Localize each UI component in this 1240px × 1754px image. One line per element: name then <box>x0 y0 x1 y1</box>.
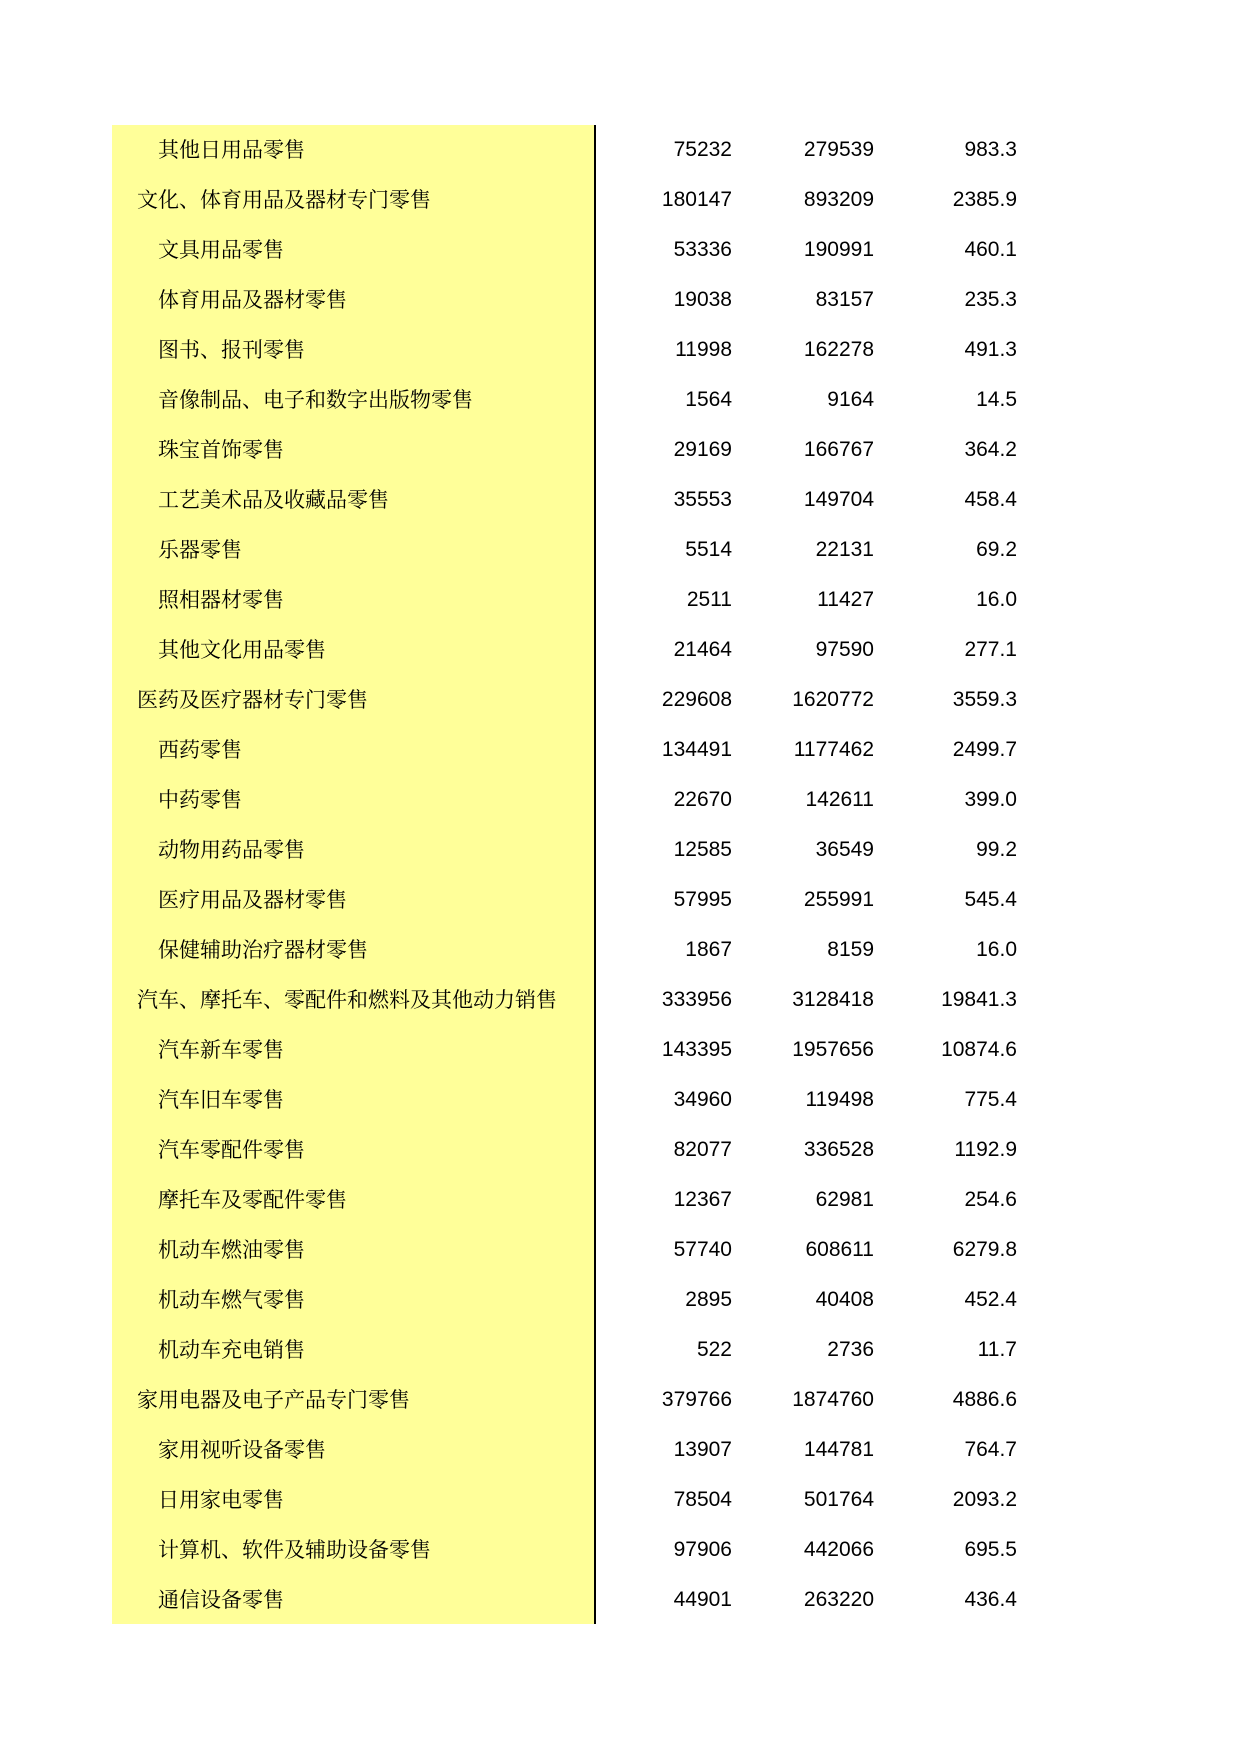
value-cell-col-1: 11998 <box>675 338 732 361</box>
subcategory-label: 动物用药品零售 <box>158 838 305 862</box>
subcategory-label: 中药零售 <box>158 788 242 812</box>
table-row <box>0 125 1240 175</box>
value-cell-col-3: 16.0 <box>976 588 1017 611</box>
subcategory-label: 工艺美术品及收藏品零售 <box>158 488 389 512</box>
value-cell-col-2: 263220 <box>803 1588 874 1611</box>
subcategory-label: 其他日用品零售 <box>158 138 305 162</box>
value-cell-col-2: 166767 <box>803 438 874 461</box>
table-row <box>0 925 1240 975</box>
category-label: 家用电器及电子产品专门零售 <box>137 1388 410 1412</box>
table-row <box>0 825 1240 875</box>
value-cell-col-3: 1192.9 <box>954 1138 1017 1161</box>
value-cell-col-2: 8159 <box>827 938 874 961</box>
table-row <box>0 1275 1240 1325</box>
value-cell-col-1: 143395 <box>661 1038 732 1061</box>
subcategory-label: 乐器零售 <box>158 538 242 562</box>
value-cell-col-1: 82077 <box>673 1138 732 1161</box>
subcategory-label: 计算机、软件及辅助设备零售 <box>158 1538 431 1562</box>
table-row <box>0 1425 1240 1475</box>
value-cell-col-1: 19038 <box>673 288 732 311</box>
value-cell-col-2: 22131 <box>815 538 874 561</box>
table-row <box>0 525 1240 575</box>
value-cell-col-3: 491.3 <box>964 338 1017 361</box>
value-cell-col-2: 97590 <box>815 638 874 661</box>
subcategory-label: 汽车新车零售 <box>158 1038 284 1062</box>
category-label: 汽车、摩托车、零配件和燃料及其他动力销售 <box>137 988 557 1012</box>
value-cell-col-1: 78504 <box>673 1488 732 1511</box>
value-cell-col-2: 1957656 <box>792 1038 874 1061</box>
subcategory-label: 汽车零配件零售 <box>158 1138 305 1162</box>
subcategory-label: 摩托车及零配件零售 <box>158 1188 347 1212</box>
value-cell-col-1: 34960 <box>673 1088 732 1111</box>
subcategory-label: 西药零售 <box>158 738 242 762</box>
value-cell-col-2: 1620772 <box>792 688 874 711</box>
value-cell-col-1: 379766 <box>661 1388 732 1411</box>
table-row <box>0 625 1240 675</box>
table-row <box>0 975 1240 1025</box>
table-row <box>0 1125 1240 1175</box>
value-cell-col-3: 4886.6 <box>952 1388 1017 1411</box>
value-cell-col-2: 119498 <box>805 1088 874 1111</box>
data-table <box>0 125 1240 1625</box>
subcategory-label: 体育用品及器材零售 <box>158 288 347 312</box>
table-row <box>0 1525 1240 1575</box>
value-cell-col-3: 6279.8 <box>952 1238 1017 1261</box>
value-cell-col-1: 229608 <box>661 688 732 711</box>
value-cell-col-2: 40408 <box>815 1288 874 1311</box>
category-label: 医药及医疗器材专门零售 <box>137 688 368 712</box>
subcategory-label: 汽车旧车零售 <box>158 1088 284 1112</box>
value-cell-col-1: 2895 <box>685 1288 732 1311</box>
value-cell-col-2: 149704 <box>803 488 874 511</box>
table-row <box>0 425 1240 475</box>
value-cell-col-1: 1867 <box>685 938 732 961</box>
table-row <box>0 675 1240 725</box>
value-cell-col-1: 2511 <box>686 588 732 611</box>
value-cell-col-3: 3559.3 <box>952 688 1017 711</box>
value-cell-col-3: 19841.3 <box>941 988 1017 1011</box>
value-cell-col-2: 893209 <box>803 188 874 211</box>
table-row <box>0 1375 1240 1425</box>
value-cell-col-1: 134491 <box>661 738 732 761</box>
table-row <box>0 1575 1240 1625</box>
subcategory-label: 家用视听设备零售 <box>158 1438 326 1462</box>
table-row <box>0 175 1240 225</box>
table-row <box>0 1325 1240 1375</box>
table-row <box>0 575 1240 625</box>
table-row <box>0 875 1240 925</box>
subcategory-label: 医疗用品及器材零售 <box>158 888 347 912</box>
value-cell-col-2: 442066 <box>803 1538 874 1561</box>
value-cell-col-1: 22670 <box>673 788 732 811</box>
value-cell-col-2: 501764 <box>803 1488 874 1511</box>
value-cell-col-2: 1177462 <box>793 738 874 761</box>
subcategory-label: 日用家电零售 <box>158 1488 284 1512</box>
value-cell-col-2: 255991 <box>803 888 874 911</box>
table-row <box>0 475 1240 525</box>
value-cell-col-1: 57740 <box>673 1238 732 1261</box>
subcategory-label: 珠宝首饰零售 <box>158 438 284 462</box>
value-cell-col-1: 5514 <box>685 538 732 561</box>
value-cell-col-3: 10874.6 <box>941 1038 1017 1061</box>
subcategory-label: 保健辅助治疗器材零售 <box>158 938 368 962</box>
subcategory-label: 其他文化用品零售 <box>158 638 326 662</box>
subcategory-label: 文具用品零售 <box>158 238 284 262</box>
value-cell-col-1: 53336 <box>673 238 732 261</box>
value-cell-col-2: 1874760 <box>792 1388 874 1411</box>
value-cell-col-1: 44901 <box>673 1588 732 1611</box>
table-row <box>0 725 1240 775</box>
value-cell-col-2: 83157 <box>815 288 874 311</box>
value-cell-col-2: 608611 <box>805 1238 874 1261</box>
value-cell-col-3: 983.3 <box>964 138 1017 161</box>
value-cell-col-3: 14.5 <box>976 388 1017 411</box>
value-cell-col-3: 436.4 <box>964 1588 1017 1611</box>
value-cell-col-2: 142611 <box>805 788 874 811</box>
value-cell-col-2: 190991 <box>803 238 874 261</box>
value-cell-col-2: 2736 <box>827 1338 874 1361</box>
subcategory-label: 图书、报刊零售 <box>158 338 305 362</box>
value-cell-col-1: 97906 <box>673 1538 732 1561</box>
subcategory-label: 照相器材零售 <box>158 588 284 612</box>
value-cell-col-1: 57995 <box>673 888 732 911</box>
value-cell-col-2: 162278 <box>803 338 874 361</box>
value-cell-col-1: 180147 <box>661 188 732 211</box>
table-row <box>0 1475 1240 1525</box>
value-cell-col-1: 522 <box>696 1338 732 1361</box>
value-cell-col-3: 11.7 <box>977 1338 1017 1361</box>
value-cell-col-2: 36549 <box>815 838 874 861</box>
value-cell-col-3: 695.5 <box>964 1538 1017 1561</box>
value-cell-col-2: 3128418 <box>792 988 874 1011</box>
value-cell-col-1: 75232 <box>673 138 732 161</box>
value-cell-col-3: 545.4 <box>964 888 1017 911</box>
table-row <box>0 1025 1240 1075</box>
value-cell-col-3: 2499.7 <box>952 738 1017 761</box>
value-cell-col-3: 458.4 <box>964 488 1017 511</box>
value-cell-col-1: 12585 <box>673 838 732 861</box>
value-cell-col-2: 279539 <box>803 138 874 161</box>
value-cell-col-3: 2093.2 <box>952 1488 1017 1511</box>
table-row <box>0 375 1240 425</box>
value-cell-col-3: 364.2 <box>964 438 1017 461</box>
value-cell-col-1: 35553 <box>673 488 732 511</box>
subcategory-label: 机动车充电销售 <box>158 1338 305 1362</box>
value-cell-col-1: 13907 <box>673 1438 732 1461</box>
table-row <box>0 325 1240 375</box>
value-cell-col-1: 333956 <box>661 988 732 1011</box>
value-cell-col-2: 144781 <box>803 1438 874 1461</box>
subcategory-label: 机动车燃油零售 <box>158 1238 305 1262</box>
category-label: 文化、体育用品及器材专门零售 <box>137 188 431 212</box>
table-row <box>0 1225 1240 1275</box>
value-cell-col-2: 9164 <box>827 388 874 411</box>
value-cell-col-3: 99.2 <box>976 838 1017 861</box>
table-row <box>0 225 1240 275</box>
value-cell-col-1: 1564 <box>685 388 732 411</box>
value-cell-col-3: 277.1 <box>964 638 1017 661</box>
value-cell-col-3: 254.6 <box>964 1188 1017 1211</box>
value-cell-col-3: 460.1 <box>964 238 1017 261</box>
value-cell-col-2: 62981 <box>815 1188 874 1211</box>
value-cell-col-2: 11427 <box>817 588 874 611</box>
value-cell-col-1: 12367 <box>673 1188 732 1211</box>
subcategory-label: 通信设备零售 <box>158 1588 284 1612</box>
value-cell-col-3: 235.3 <box>964 288 1017 311</box>
value-cell-col-3: 16.0 <box>976 938 1017 961</box>
value-cell-col-3: 2385.9 <box>952 188 1017 211</box>
table-row <box>0 1075 1240 1125</box>
value-cell-col-3: 764.7 <box>964 1438 1017 1461</box>
table-row <box>0 775 1240 825</box>
value-cell-col-3: 69.2 <box>976 538 1017 561</box>
value-cell-col-1: 21464 <box>673 638 732 661</box>
table-row <box>0 275 1240 325</box>
subcategory-label: 机动车燃气零售 <box>158 1288 305 1312</box>
value-cell-col-3: 452.4 <box>964 1288 1017 1311</box>
value-cell-col-3: 399.0 <box>964 788 1017 811</box>
value-cell-col-3: 775.4 <box>964 1088 1017 1111</box>
subcategory-label: 音像制品、电子和数字出版物零售 <box>158 388 473 412</box>
value-cell-col-1: 29169 <box>673 438 732 461</box>
value-cell-col-2: 336528 <box>803 1138 874 1161</box>
table-row <box>0 1175 1240 1225</box>
